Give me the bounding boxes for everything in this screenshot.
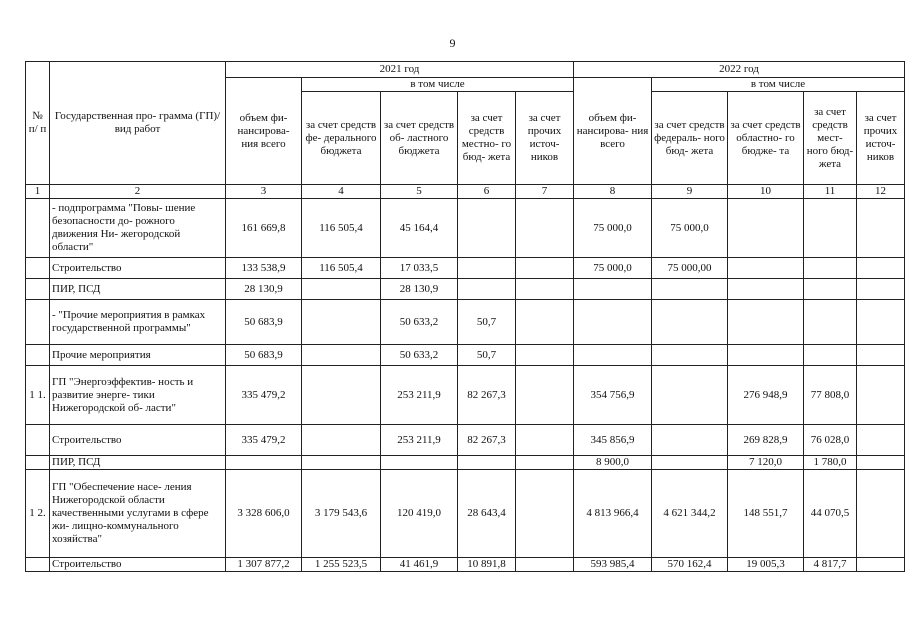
row-name: ГП "Энергоэффектив- ность и развитие энерге- тики Нижегородской об- ласти" xyxy=(50,366,226,425)
cell-total-2021: 1 307 877,2 xyxy=(226,558,302,572)
cell-federal-2022: 570 162,4 xyxy=(652,558,728,572)
cell-total-2022: 593 985,4 xyxy=(574,558,652,572)
header-year-2022: 2022 год xyxy=(574,62,905,78)
row-name: Строительство xyxy=(50,558,226,572)
cell-local-2022 xyxy=(804,199,857,258)
cell-federal-2021: 1 255 523,5 xyxy=(302,558,381,572)
table-row xyxy=(26,366,905,425)
row-name: ГП "Обеспечение насе- ления Нижегородской области качественными услугами в сфере жи- лищно-коммунального хозяйства" xyxy=(50,470,226,558)
row-no xyxy=(26,300,50,345)
cell-local-2022 xyxy=(804,345,857,366)
cell-other-2021 xyxy=(516,470,574,558)
cell-federal-2022 xyxy=(652,366,728,425)
cell-local-2022: 1 780,0 xyxy=(804,456,857,470)
cell-other-2021 xyxy=(516,258,574,279)
col-number: 8 xyxy=(574,185,652,199)
col-number: 1 xyxy=(26,185,50,199)
cell-other-2022 xyxy=(857,470,905,558)
cell-regional-2022 xyxy=(728,345,804,366)
table-row xyxy=(26,456,905,470)
cell-federal-2022 xyxy=(652,300,728,345)
cell-local-2021 xyxy=(458,279,516,300)
cell-regional-2022: 269 828,9 xyxy=(728,425,804,456)
cell-total-2022: 8 900,0 xyxy=(574,456,652,470)
cell-federal-2022 xyxy=(652,425,728,456)
cell-regional-2021: 50 633,2 xyxy=(381,345,458,366)
cell-other-2021 xyxy=(516,279,574,300)
cell-total-2021: 335 479,2 xyxy=(226,425,302,456)
row-no xyxy=(26,258,50,279)
cell-regional-2021: 41 461,9 xyxy=(381,558,458,572)
row-no xyxy=(26,425,50,456)
cell-regional-2022: 19 005,3 xyxy=(728,558,804,572)
financing-table xyxy=(25,61,905,572)
cell-federal-2022: 4 621 344,2 xyxy=(652,470,728,558)
cell-other-2022 xyxy=(857,258,905,279)
cell-local-2021: 50,7 xyxy=(458,345,516,366)
cell-other-2022 xyxy=(857,279,905,300)
cell-federal-2021 xyxy=(302,425,381,456)
cell-total-2021: 161 669,8 xyxy=(226,199,302,258)
cell-federal-2022 xyxy=(652,456,728,470)
cell-other-2022 xyxy=(857,366,905,425)
row-no xyxy=(26,456,50,470)
cell-other-2021 xyxy=(516,300,574,345)
row-no xyxy=(26,279,50,300)
cell-total-2022: 75 000,0 xyxy=(574,199,652,258)
row-no xyxy=(26,558,50,572)
cell-local-2021: 10 891,8 xyxy=(458,558,516,572)
col-number: 4 xyxy=(302,185,381,199)
cell-total-2021: 50 683,9 xyxy=(226,345,302,366)
cell-federal-2022 xyxy=(652,345,728,366)
page-number: 9 xyxy=(449,36,456,50)
cell-regional-2022 xyxy=(728,279,804,300)
cell-local-2022: 76 028,0 xyxy=(804,425,857,456)
cell-local-2021 xyxy=(458,456,516,470)
cell-regional-2021: 45 164,4 xyxy=(381,199,458,258)
header-regional-2022: за счет средств областно- го бюдже- та xyxy=(728,92,804,185)
col-number: 12 xyxy=(857,185,905,199)
header-no: № п/ п xyxy=(26,62,50,185)
cell-other-2022 xyxy=(857,558,905,572)
header-total-2022: объем фи- нансирова- ния всего xyxy=(574,78,652,185)
cell-regional-2021: 28 130,9 xyxy=(381,279,458,300)
row-name: Прочие мероприятия xyxy=(50,345,226,366)
table-row xyxy=(26,279,905,300)
cell-total-2022: 345 856,9 xyxy=(574,425,652,456)
row-no xyxy=(26,199,50,258)
cell-federal-2021 xyxy=(302,300,381,345)
header-program: Государственная про- грамма (ГП)/ вид работ xyxy=(50,62,226,185)
cell-total-2022: 4 813 966,4 xyxy=(574,470,652,558)
cell-federal-2022: 75 000,0 xyxy=(652,199,728,258)
cell-other-2021 xyxy=(516,366,574,425)
cell-local-2021: 28 643,4 xyxy=(458,470,516,558)
header-local-2022: за счет средств мест- ного бюд- жета xyxy=(804,92,857,185)
cell-local-2022: 44 070,5 xyxy=(804,470,857,558)
header-year-2021: 2021 год xyxy=(226,62,574,78)
cell-local-2021: 82 267,3 xyxy=(458,425,516,456)
row-name: - подпрограмма "Повы- шение безопасности до- рожного движения Ни- жегородской области" xyxy=(50,199,226,258)
cell-federal-2021 xyxy=(302,456,381,470)
cell-other-2022 xyxy=(857,345,905,366)
header-federal-2021: за счет средств фе- дерального бюджета xyxy=(302,92,381,185)
cell-local-2022: 4 817,7 xyxy=(804,558,857,572)
col-number: 2 xyxy=(50,185,226,199)
cell-total-2022: 354 756,9 xyxy=(574,366,652,425)
table-row xyxy=(26,558,905,572)
cell-federal-2022: 75 000,00 xyxy=(652,258,728,279)
cell-regional-2021 xyxy=(381,456,458,470)
header-other-2022: за счет прочих источ- ников xyxy=(857,92,905,185)
cell-total-2021: 50 683,9 xyxy=(226,300,302,345)
table-row xyxy=(26,345,905,366)
cell-other-2021 xyxy=(516,425,574,456)
cell-local-2021 xyxy=(458,258,516,279)
table-row xyxy=(26,425,905,456)
cell-regional-2021: 120 419,0 xyxy=(381,470,458,558)
cell-total-2022 xyxy=(574,279,652,300)
cell-federal-2021 xyxy=(302,279,381,300)
cell-other-2021 xyxy=(516,345,574,366)
cell-other-2022 xyxy=(857,456,905,470)
cell-regional-2022: 7 120,0 xyxy=(728,456,804,470)
cell-other-2021 xyxy=(516,558,574,572)
row-name: Строительство xyxy=(50,258,226,279)
header-including-2021: в том числе xyxy=(302,78,574,92)
cell-other-2021 xyxy=(516,456,574,470)
cell-regional-2022 xyxy=(728,300,804,345)
cell-total-2022: 75 000,0 xyxy=(574,258,652,279)
cell-total-2021: 3 328 606,0 xyxy=(226,470,302,558)
cell-federal-2021: 3 179 543,6 xyxy=(302,470,381,558)
col-number: 9 xyxy=(652,185,728,199)
col-number: 11 xyxy=(804,185,857,199)
header-local-2021: за счет средств местно- го бюд- жета xyxy=(458,92,516,185)
cell-local-2022 xyxy=(804,300,857,345)
row-no: 1 2. xyxy=(26,470,50,558)
table-row xyxy=(26,300,905,345)
col-number: 3 xyxy=(226,185,302,199)
header-other-2021: за счет прочих источ- ников xyxy=(516,92,574,185)
cell-regional-2021: 17 033,5 xyxy=(381,258,458,279)
header-total-2021: объем фи- нансирова- ния всего xyxy=(226,78,302,185)
cell-regional-2022 xyxy=(728,258,804,279)
row-name: ПИР, ПСД xyxy=(50,279,226,300)
cell-regional-2022: 148 551,7 xyxy=(728,470,804,558)
col-number: 5 xyxy=(381,185,458,199)
table-row xyxy=(26,258,905,279)
header-federal-2022: за счет средств федераль- ного бюд- жета xyxy=(652,92,728,185)
cell-local-2022: 77 808,0 xyxy=(804,366,857,425)
cell-regional-2022 xyxy=(728,199,804,258)
row-no xyxy=(26,345,50,366)
cell-regional-2022: 276 948,9 xyxy=(728,366,804,425)
cell-local-2022 xyxy=(804,258,857,279)
cell-federal-2021: 116 505,4 xyxy=(302,199,381,258)
cell-total-2022 xyxy=(574,300,652,345)
cell-total-2022 xyxy=(574,345,652,366)
cell-local-2021: 82 267,3 xyxy=(458,366,516,425)
cell-other-2022 xyxy=(857,300,905,345)
cell-regional-2021: 50 633,2 xyxy=(381,300,458,345)
header-including-2022: в том числе xyxy=(652,78,905,92)
cell-regional-2021: 253 211,9 xyxy=(381,425,458,456)
cell-total-2021: 335 479,2 xyxy=(226,366,302,425)
col-number: 6 xyxy=(458,185,516,199)
cell-regional-2021: 253 211,9 xyxy=(381,366,458,425)
cell-federal-2021 xyxy=(302,366,381,425)
cell-local-2022 xyxy=(804,279,857,300)
col-number: 7 xyxy=(516,185,574,199)
row-name: Строительство xyxy=(50,425,226,456)
row-name: - "Прочие мероприятия в рамках государственной программы" xyxy=(50,300,226,345)
cell-local-2021: 50,7 xyxy=(458,300,516,345)
table-row xyxy=(26,470,905,558)
cell-other-2022 xyxy=(857,199,905,258)
header-regional-2021: за счет средств об- ластного бюджета xyxy=(381,92,458,185)
row-no: 1 1. xyxy=(26,366,50,425)
cell-local-2021 xyxy=(458,199,516,258)
table-row xyxy=(26,199,905,258)
cell-total-2021: 133 538,9 xyxy=(226,258,302,279)
col-number: 10 xyxy=(728,185,804,199)
cell-federal-2022 xyxy=(652,279,728,300)
cell-federal-2021 xyxy=(302,345,381,366)
cell-total-2021 xyxy=(226,456,302,470)
cell-other-2022 xyxy=(857,425,905,456)
cell-other-2021 xyxy=(516,199,574,258)
row-name: ПИР, ПСД xyxy=(50,456,226,470)
cell-total-2021: 28 130,9 xyxy=(226,279,302,300)
cell-federal-2021: 116 505,4 xyxy=(302,258,381,279)
